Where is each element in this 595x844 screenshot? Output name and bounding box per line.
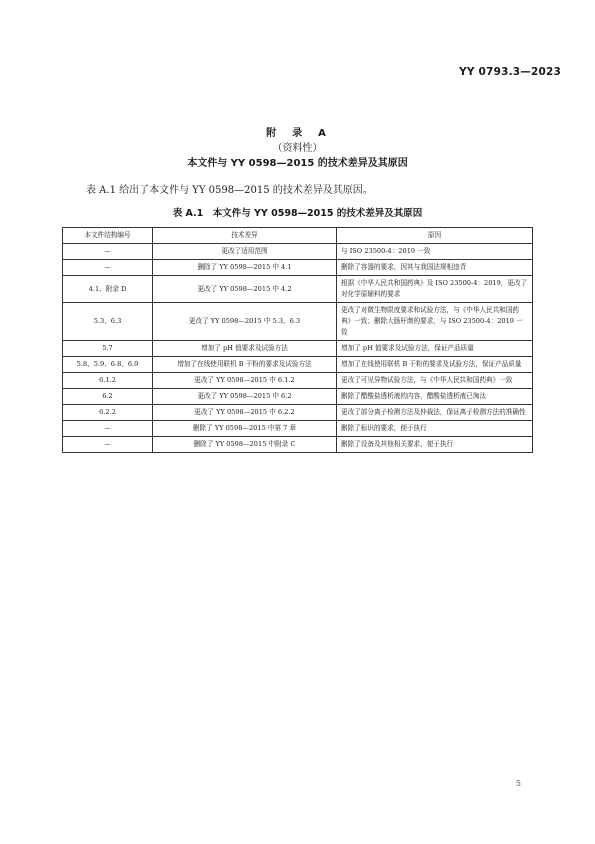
cell-clause: 4.1、附录 D <box>63 276 153 303</box>
cell-reason: 增加了 pH 值要求及试验方法，保证产品质量 <box>337 341 533 357</box>
cell-clause: 6.2.2 <box>63 405 153 421</box>
cell-difference: 更改了 YY 0598—2015 中 6.2 <box>153 389 337 405</box>
cell-clause: — <box>63 421 153 437</box>
cell-reason: 更改了可见异物试验方法，与《中华人民共和国药典》一致 <box>337 373 533 389</box>
cell-difference: 增加了 pH 值要求及试验方法 <box>153 341 337 357</box>
table-header-row <box>63 228 533 244</box>
page-number: 5 <box>515 779 521 788</box>
table-row <box>63 244 533 260</box>
cell-reason: 增加了在线使用联机 B 干粉的要求及试验方法，保证产品质量 <box>337 357 533 373</box>
table-row <box>63 303 533 341</box>
cell-reason: 删除了标识的要求，便于执行 <box>337 421 533 437</box>
cell-clause: 6.1.2 <box>63 373 153 389</box>
cell-difference: 删除了 YY 0598—2015 中 4.1 <box>153 260 337 276</box>
cell-reason: 删除了设备及其他相关要求，便于执行 <box>337 437 533 453</box>
cell-difference: 更改了 YY 0598—2015 中 6.2.2 <box>153 405 337 421</box>
annex-heading: 本文件与 YY 0598—2015 的技术差异及其原因 <box>187 158 408 169</box>
table-row <box>63 389 533 405</box>
table-row <box>63 276 533 303</box>
table-row <box>63 260 533 276</box>
table-row <box>63 341 533 357</box>
table-row <box>63 437 533 453</box>
cell-reason: 根据《中华人民共和国药典》及 ISO 23500-4：2019，更改了对化学原辅料的要求 <box>337 276 533 303</box>
table-row <box>63 421 533 437</box>
cell-clause: 5.7 <box>63 341 153 357</box>
cell-difference: 更改了适用范围 <box>153 244 337 260</box>
cell-difference: 更改了 YY 0598—2015 中 4.2 <box>153 276 337 303</box>
cell-clause: 5.3、6.3 <box>63 303 153 341</box>
table-row <box>63 357 533 373</box>
cell-difference: 删除了 YY 0598—2015 中附录 C <box>153 437 337 453</box>
header-clause: 本文件结构编号 <box>63 228 153 244</box>
annex-subtitle: （资料性） <box>272 143 323 154</box>
table-caption: 表 A.1 本文件与 YY 0598—2015 的技术差异及其原因 <box>172 208 423 219</box>
cell-clause: 5.8、5.9、6.8、6.9 <box>63 357 153 373</box>
cell-difference: 更改了 YY 0598—2015 中 6.1.2 <box>153 373 337 389</box>
cell-clause: — <box>63 437 153 453</box>
annex-title: 附 录 A <box>266 128 329 139</box>
cell-reason: 删除了容器的要求，因其与我国法规相违背 <box>337 260 533 276</box>
header-difference: 技术差异 <box>153 228 337 244</box>
table-row <box>63 405 533 421</box>
cell-clause: — <box>63 260 153 276</box>
differences-table <box>62 227 533 453</box>
table-row <box>63 373 533 389</box>
document-code: YY 0793.3—2023 <box>459 66 561 78</box>
cell-difference: 删除了 YY 0598—2015 中第 7 章 <box>153 421 337 437</box>
cell-clause: 6.2 <box>63 389 153 405</box>
cell-difference: 增加了在线使用联机 B 干粉的要求及试验方法 <box>153 357 337 373</box>
cell-difference: 更改了 YY 0598—2015 中 5.3、6.3 <box>153 303 337 341</box>
cell-reason: 与 ISO 23500-4：2019 一致 <box>337 244 533 260</box>
cell-reason: 更改了对微生物限度要求和试验方法，与《中华人民共和国药典》一致；删除大肠杆菌的要求，与 ISO 23500-4：2019 一致 <box>337 303 533 341</box>
cell-reason: 删除了醋酸盐透析液的内容，醋酸盐透析液已淘汰 <box>337 389 533 405</box>
cell-clause: — <box>63 244 153 260</box>
intro-paragraph: 表 A.1 给出了本文件与 YY 0598—2015 的技术差异及其原因。 <box>86 185 373 196</box>
header-reason: 原因 <box>337 228 533 244</box>
cell-reason: 更改了部分离子检测方法及仲裁法，保证离子检测方法的准确性 <box>337 405 533 421</box>
